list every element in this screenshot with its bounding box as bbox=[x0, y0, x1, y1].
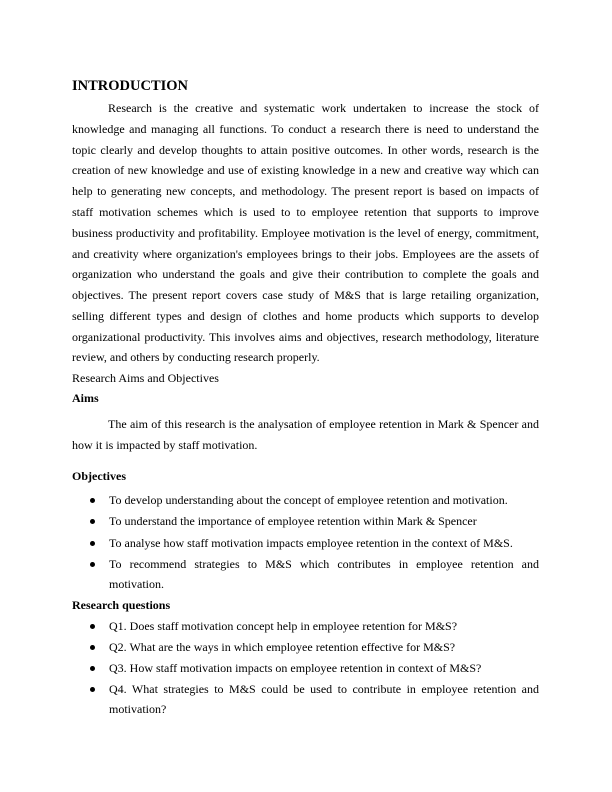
paragraph-line: Research is the creative and systematic work undertaken to increase the stock of bbox=[108, 101, 539, 115]
subheading: Research Aims and Objectives bbox=[72, 371, 219, 385]
research-question-item: Q1. Does staff motivation concept help in employee retention for M&S? bbox=[109, 619, 458, 633]
subheading: Objectives bbox=[72, 469, 126, 483]
objective-item: To analyse how staff motivation impacts employee retention in the context of M&S. bbox=[109, 536, 513, 550]
research-question-item: Q2. What are the ways in which employee retention effective for M&S? bbox=[109, 640, 456, 654]
paragraph-line: The aim of this research is the analysation of employee retention in Mark & Spencer and bbox=[108, 417, 539, 431]
paragraph-line: knowledge and managing all functions. To conduct a research there is need to understand the bbox=[72, 122, 539, 136]
bullet-icon bbox=[90, 624, 95, 629]
paragraph-line: review, and others by conducting research properly. bbox=[72, 350, 320, 364]
paragraph-line: objectives. The present report covers case study of M&S that is large retailing organization, bbox=[72, 288, 539, 302]
objective-item: To develop understanding about the concept of employee retention and motivation. bbox=[109, 493, 508, 507]
research-question-item: Q3. How staff motivation impacts on employee retention in context of M&S? bbox=[109, 661, 482, 675]
paragraph-line: creation of new knowledge and use of existing knowledge in a new and creative way which can bbox=[72, 163, 539, 177]
paragraph-line: and creativity where organization's employees brings to their jobs. Employees are the assets of bbox=[72, 247, 539, 261]
paragraph-line: organization who understand the goals and give their contribution to complete the goals and bbox=[72, 267, 539, 281]
objective-item: To recommend strategies to M&S which contributes in employee retention and bbox=[109, 557, 539, 571]
bullet-icon bbox=[90, 666, 95, 671]
objective-item: motivation. bbox=[109, 577, 164, 591]
paragraph-line: how it is impacted by staff motivation. bbox=[72, 438, 258, 452]
objective-item: To understand the importance of employee retention within Mark & Spencer bbox=[109, 514, 477, 528]
paragraph-line: topic clearly and develop thoughts to attain positive outcomes. In other words, research is the bbox=[72, 143, 539, 157]
bullet-icon bbox=[90, 687, 95, 692]
bullet-icon bbox=[90, 519, 95, 524]
paragraph-line: help to generating new concepts, and methodology. The present report is based on impacts of bbox=[72, 184, 539, 198]
bullet-icon bbox=[90, 541, 95, 546]
paragraph-line: staff motivation schemes which is used to to employee retention that supports to improve bbox=[72, 205, 539, 219]
section-heading: INTRODUCTION bbox=[72, 78, 189, 94]
paragraph-line: business productivity and profitability. Employee motivation is the level of energy, commitment, bbox=[72, 226, 539, 240]
paragraph-line: selling different types and design of clothes and home products which supports to develop bbox=[72, 309, 539, 323]
subheading: Research questions bbox=[72, 598, 171, 612]
paragraph-line: organizational productivity. This involves aims and objectives, research methodology, literature bbox=[72, 330, 539, 344]
research-question-item: Q4. What strategies to M&S could be used to contribute in employee retention and bbox=[109, 682, 539, 696]
subheading: Aims bbox=[72, 391, 99, 405]
bullet-icon bbox=[90, 562, 95, 567]
bullet-icon bbox=[90, 498, 95, 503]
bullet-icon bbox=[90, 645, 95, 650]
research-question-item: motivation? bbox=[109, 702, 167, 716]
